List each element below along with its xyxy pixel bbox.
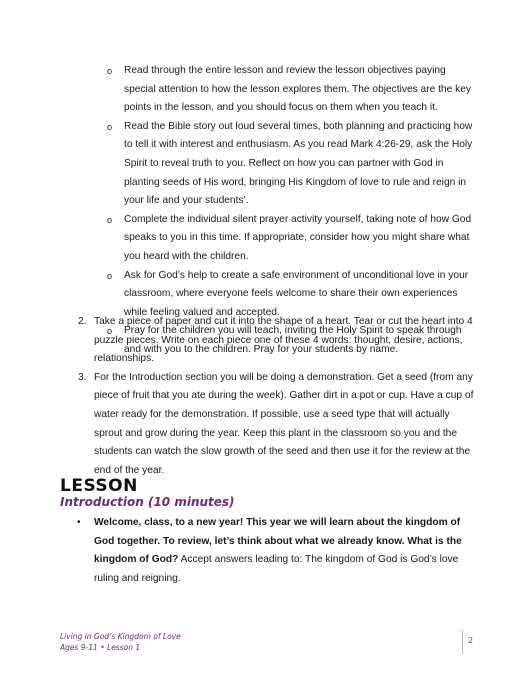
list-item [107, 211, 474, 267]
list-number: 3. [78, 371, 87, 383]
bold-text: Welcome, class, to a new year! This year we will learn about the kingdom of God together. To review, let’s think about what we already know. What is the kingdom of God? [94, 517, 462, 566]
footer-subtitle: Ages 9-11 • Lesson 1 [60, 643, 141, 652]
bullet-marker: • [77, 517, 81, 528]
lesson-heading: LESSON [60, 476, 138, 496]
normal-text: Accept answers leading to: The kingdom of God is God’s love ruling and reigning. [94, 554, 459, 584]
list-item-text: Pray for the children you will teach, inviting the Holy Spirit to speak through and with you to the children. Pray for your students by name. [124, 325, 462, 355]
list-item [107, 118, 474, 211]
numbered-list [78, 313, 474, 480]
list-item-text: For the Introduction section you will be doing a demonstration. Get a seed (from any piece of fruit that you ate during the week). Gather dirt in a pot or cup. Have a cup of water ready for the demonstration. If possible, use a seed type that will actually sprout and grow during the year. Keep this plant in the classroom so you and the students can watch the slow growth of the seed and then use it for the review at the end of the year. [94, 371, 474, 476]
list-number: 2. [78, 316, 87, 327]
list-item-text: Ask for God’s help to create a safe environment of unconditional love in your classroom, where everyone feels welcome to share their own experiences while feeling valued and accepted. [124, 269, 469, 318]
introduction-heading: Introduction (10 minutes) [60, 495, 235, 509]
sublist-marker: o [107, 66, 113, 76]
sublist-marker: o [107, 326, 113, 337]
list-item-text: Take a piece of paper and cut it into the shape of a heart. Tear or cut the heart into 4 puzzle pieces. Write on each piece one of these 4 words: thought, desire, actions, relationships. [94, 316, 473, 365]
list-item [78, 313, 474, 369]
page-number: 2 [468, 636, 474, 645]
footer-title: Living in God’s Kingdom of Love [60, 632, 181, 641]
list-item [107, 62, 474, 118]
list-item-text: Complete the individual silent prayer activity yourself, taking note of how God speaks to you in this time. If appropriate, consider how you might share what you heard with the children. [124, 213, 472, 262]
sublist-marker: o [107, 121, 113, 132]
list-item-text: Read through the entire lesson and review the lesson objectives paying special attention to how the lesson explores them. The objectives are the key points in the lesson, and you should focus on them when you teach it. [124, 65, 471, 114]
list-item [78, 369, 474, 481]
list-item-text: Read the Bible story out loud several times, both planning and practicing how to tell it with interest and enthusiasm. As you read Mark 4:26-29, ask the Holy Spirit to reveal truth to you. Reflect on how you can partner with God in planting seeds of His word, bringing His Kingdom of love to rule and reign in your life and your students’. [124, 120, 473, 207]
footer-divider [462, 630, 463, 654]
introduction-bullet-list [77, 514, 474, 588]
list-item [77, 514, 474, 588]
sublist-marker: o [107, 214, 113, 225]
sublist-marker: o [107, 270, 113, 281]
